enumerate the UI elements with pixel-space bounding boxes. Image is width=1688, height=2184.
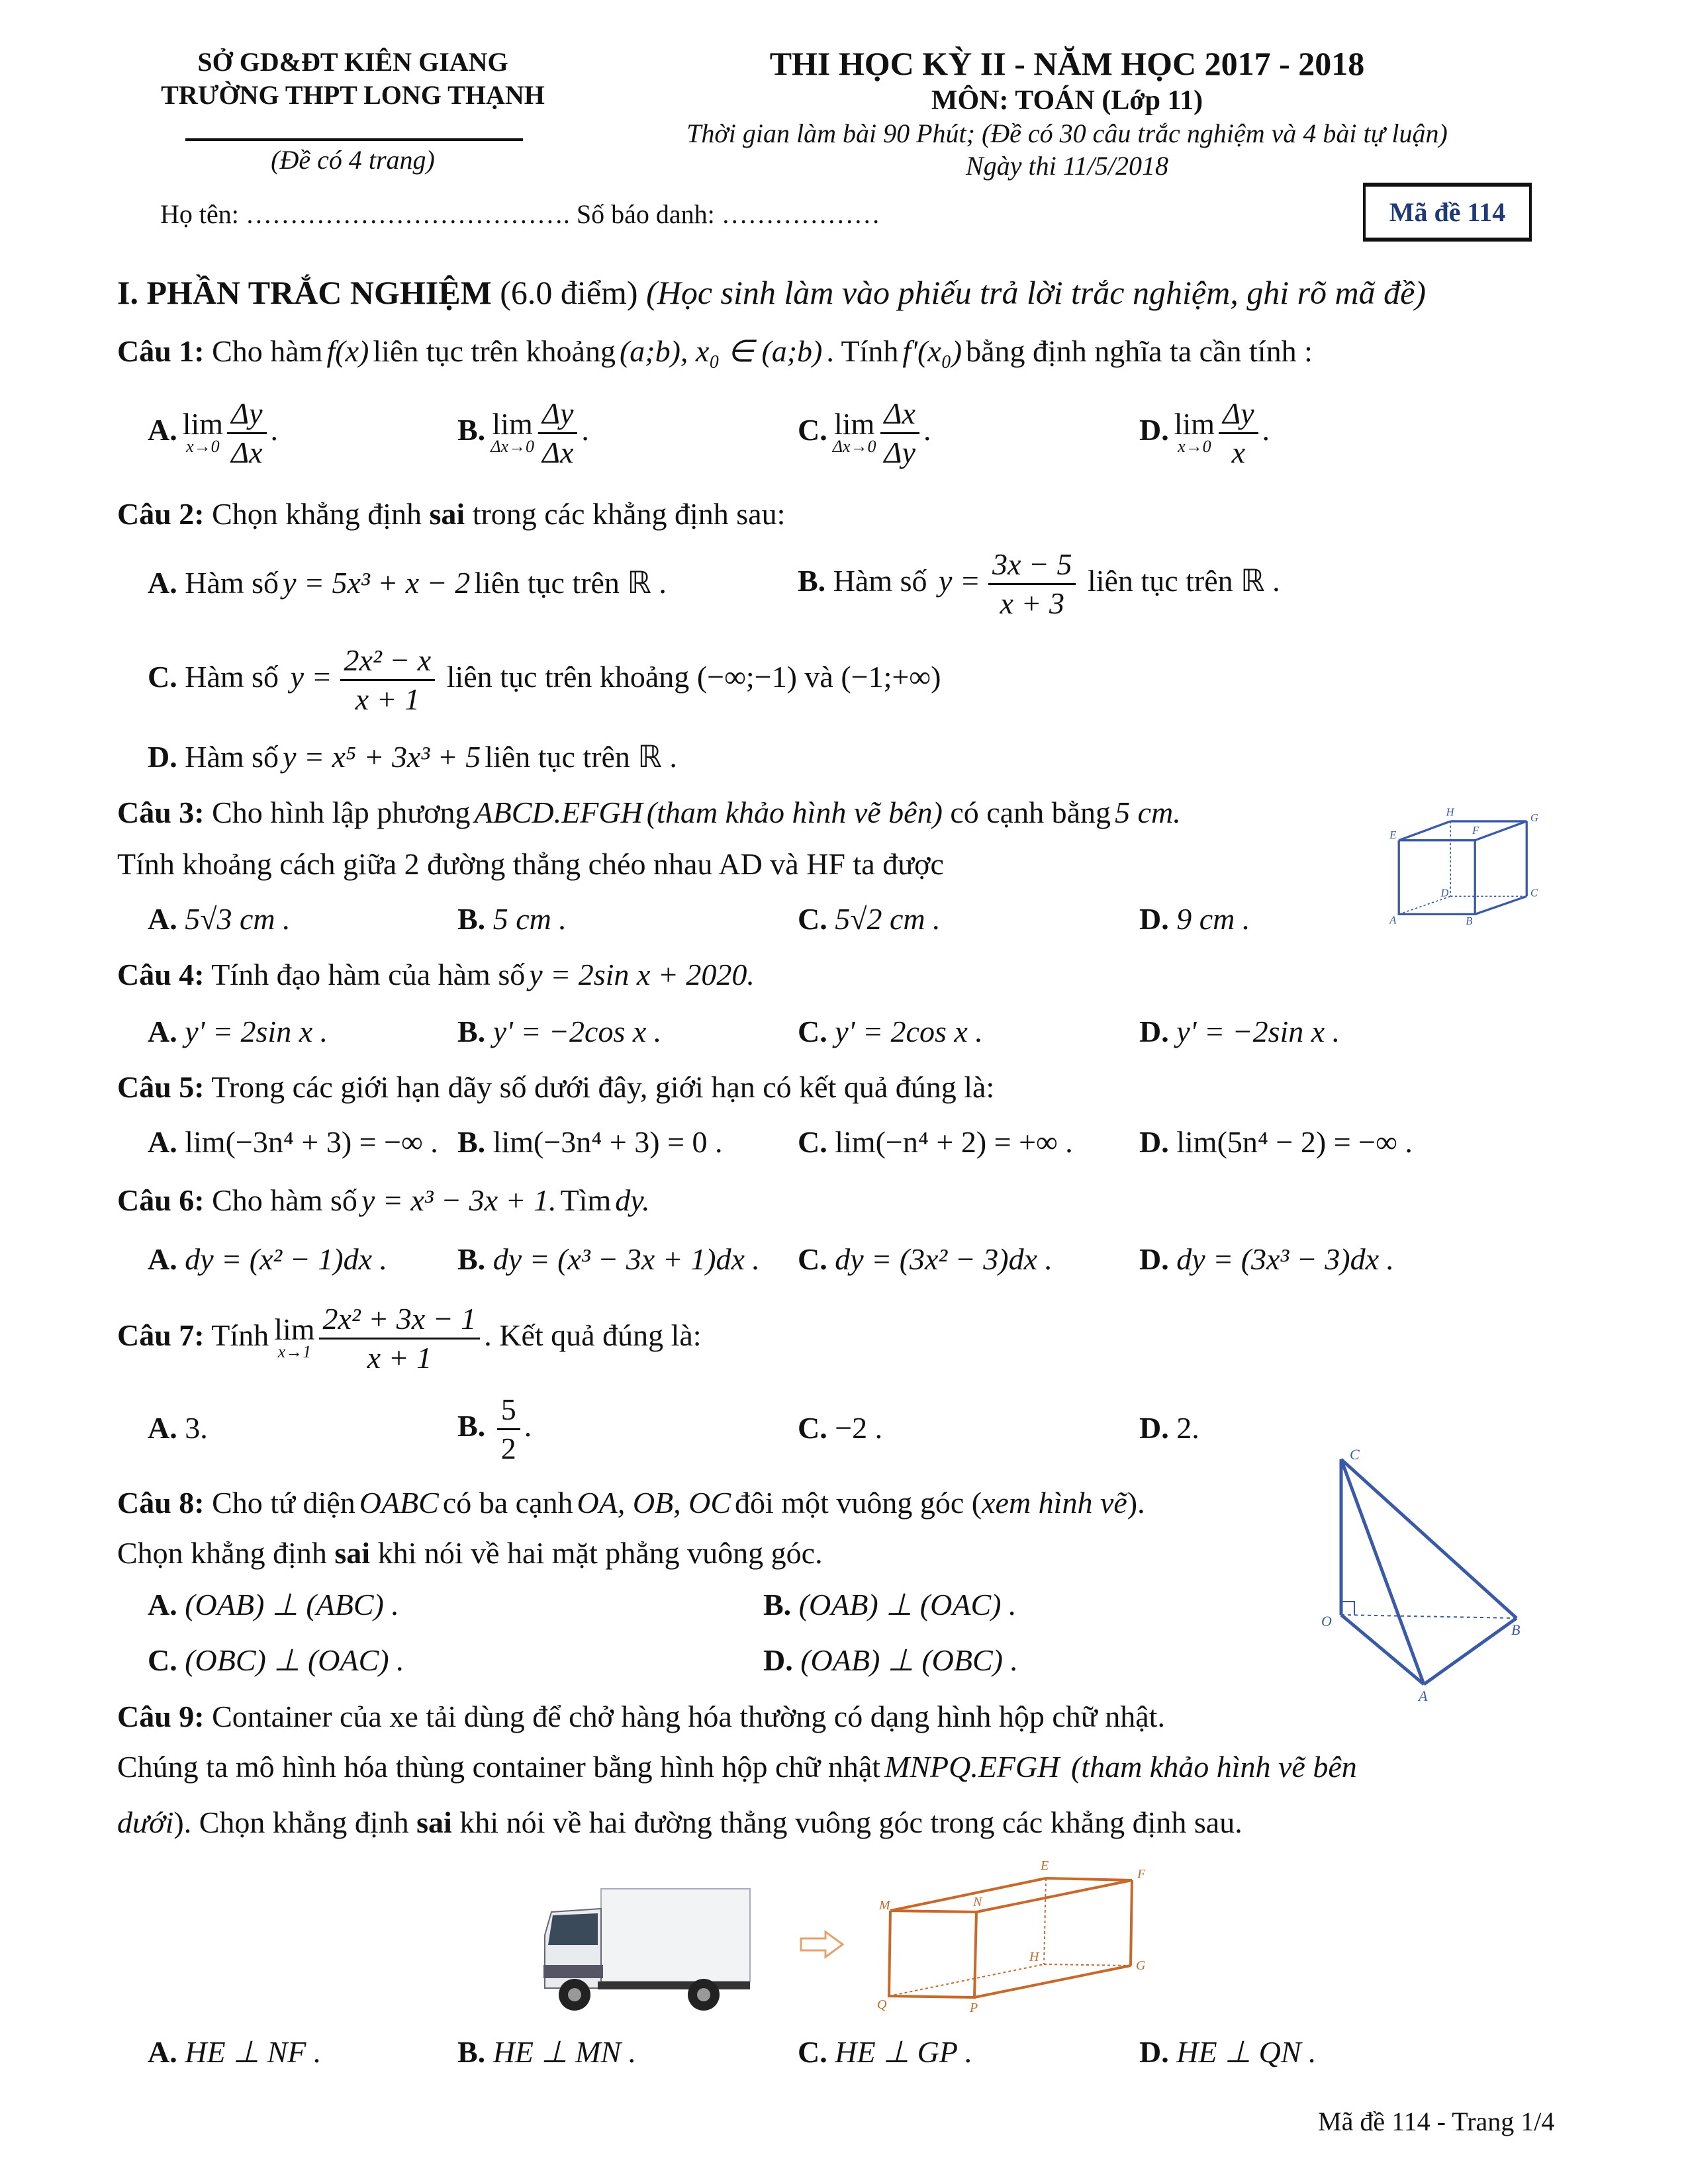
svg-text:E: E xyxy=(1041,1858,1049,1873)
question-6: Câu 6: Cho hàm số y = x³ − 3x + 1. Tìm dy. xyxy=(117,1183,650,1217)
svg-text:F: F xyxy=(1137,1867,1146,1882)
option-6d[interactable]: D. dy = (3x³ − 3)dx . xyxy=(1139,1242,1394,1276)
svg-text:D: D xyxy=(1440,886,1449,899)
option-4c[interactable]: C. y' = 2cos x . xyxy=(798,1015,983,1048)
question-8-line2: Chọn khẳng định sai khi nói về hai mặt phẳng vuông góc. xyxy=(117,1536,823,1570)
option-3c[interactable]: C. 5√2 cm . xyxy=(798,902,941,936)
option-5b[interactable]: B. lim(−3n⁴ + 3) = 0 . xyxy=(457,1125,723,1159)
option-4d[interactable]: D. y' = −2sin x . xyxy=(1139,1015,1340,1048)
option-6a[interactable]: A. dy = (x² − 1)dx . xyxy=(148,1242,387,1276)
question-9: Câu 9: Container của xe tải dùng để chở hàng hóa thường có dạng hình hộp chữ nhật. xyxy=(117,1700,1165,1733)
option-9c[interactable]: C. HE ⊥ GP . xyxy=(798,2035,973,2069)
name-label: Họ tên: ………………………………. xyxy=(160,199,570,229)
svg-text:G: G xyxy=(1136,1958,1146,1973)
container-box-figure xyxy=(861,1846,1178,2025)
option-1b[interactable]: B. lim Δx→0 $\frac{\Delta y}{\Delta x}$ . xyxy=(457,396,589,469)
svg-text:Q: Q xyxy=(877,1997,887,2012)
question-9-line2: Chúng ta mô hình hóa thùng container bằng hình hộp chữ nhật MNPQ.EFGH (tham khảo hình vẽ bên xyxy=(117,1750,1357,1784)
page-footer: Mã đề 114 - Trang 1/4 xyxy=(1318,2107,1555,2136)
pages-note: (Đề có 4 trang) xyxy=(271,145,435,175)
option-2a[interactable]: A. Hàm số y = 5x³ + x − 2 liên tục trên ℝ . xyxy=(148,566,667,600)
svg-text:A: A xyxy=(1389,913,1397,927)
sbd-label: Số báo danh: ……………… xyxy=(576,199,880,229)
question-3-line2: Tính khoảng cách giữa 2 đường thẳng chéo nhau AD và HF ta được xyxy=(117,847,944,881)
truck-image xyxy=(538,1882,753,2015)
section-title: I. PHẦN TRẮC NGHIỆM (6.0 điểm) (Học sinh làm vào phiếu trả lời trắc nghiệm, ghi rõ mã đề) xyxy=(117,274,1426,311)
option-2c[interactable]: C. Hàm số y = $\frac{\text{2x² − x}}{x + 1}$ liên tục trên khoảng (−∞;−1) và (−1;+∞) xyxy=(148,643,941,716)
header-divider xyxy=(185,138,523,141)
option-3b[interactable]: B. 5 cm . xyxy=(457,902,567,936)
option-7a[interactable]: A. 3. xyxy=(148,1411,208,1445)
svg-text:B: B xyxy=(1466,915,1473,927)
option-7c[interactable]: C. −2 . xyxy=(798,1411,883,1445)
option-1c[interactable]: C. lim Δx→0 $\frac{\Delta x}{\Delta y}$ . xyxy=(798,396,931,469)
tetrahedron-figure xyxy=(1318,1446,1536,1704)
time-note: Thời gian làm bài 90 Phút; (Đề có 30 câu trắc nghiệm và 4 bài tự luận) xyxy=(686,118,1448,148)
option-8a[interactable]: A. (OAB) ⊥ (ABC) . xyxy=(148,1588,399,1621)
school-name: TRƯỜNG THPT LONG THẠNH xyxy=(161,80,545,110)
question-4: Câu 4: Tính đạo hàm của hàm số y = 2sin x + 2020. xyxy=(117,958,755,991)
option-8b[interactable]: B. (OAB) ⊥ (OAC) . xyxy=(763,1588,1017,1621)
name-field xyxy=(160,196,880,233)
exam-title: THI HỌC KỲ II - NĂM HỌC 2017 - 2018 xyxy=(769,45,1365,82)
option-7b[interactable]: B. $\frac{5}{2}$ . xyxy=(457,1392,532,1465)
option-8c[interactable]: C. (OBC) ⊥ (OAC) . xyxy=(148,1643,404,1677)
subject: MÔN: TOÁN (Lớp 11) xyxy=(931,85,1203,116)
question-2: Câu 2: Chọn khẳng định sai trong các khẳng định sau: xyxy=(117,497,786,531)
option-3a[interactable]: A. 5√3 cm . xyxy=(148,902,291,936)
svg-text:C: C xyxy=(1350,1446,1360,1463)
svg-text:M: M xyxy=(879,1898,890,1913)
option-5a[interactable]: A. lim(−3n⁴ + 3) = −∞ . xyxy=(148,1125,438,1159)
svg-text:B: B xyxy=(1511,1621,1521,1638)
svg-text:O: O xyxy=(1321,1613,1332,1629)
option-1a[interactable]: A. lim x→0 $\frac{\Delta y}{\Delta x}$ . xyxy=(148,396,278,469)
option-9b[interactable]: B. HE ⊥ MN . xyxy=(457,2035,637,2069)
question-9-line3: dưới). Chọn khẳng định sai khi nói về hai đường thẳng vuông góc trong các khẳng định sau. xyxy=(117,1805,1243,1839)
svg-text:N: N xyxy=(973,1895,982,1909)
svg-text:H: H xyxy=(1029,1950,1039,1964)
option-1d[interactable]: D. lim x→0 $\frac{\Delta y}{x}$ . xyxy=(1139,396,1270,469)
svg-text:H: H xyxy=(1446,805,1454,819)
option-4b[interactable]: B. y' = −2cos x . xyxy=(457,1015,662,1048)
svg-text:E: E xyxy=(1389,829,1397,842)
arrow-right-icon xyxy=(799,1929,845,1960)
option-6b[interactable]: B. dy = (x³ − 3x + 1)dx . xyxy=(457,1242,760,1276)
question-7: Câu 7: Tính lim x→1 $\frac{\text{2x² + 3x − 1}}{x + 1}$ . Kết quả đúng là: xyxy=(117,1302,702,1375)
exam-code-box: Mã đề 114 xyxy=(1363,183,1532,242)
svg-text:A: A xyxy=(1419,1688,1428,1704)
option-4a[interactable]: A. y' = 2sin x . xyxy=(148,1015,328,1048)
option-2b[interactable]: B. Hàm số y = $\frac{3x - 5}{x + 3}$ liên tục trên ℝ . xyxy=(798,547,1280,620)
svg-text:P: P xyxy=(970,2001,978,2015)
option-3d[interactable]: D. 9 cm . xyxy=(1139,902,1250,936)
option-7d[interactable]: D. 2. xyxy=(1139,1411,1199,1445)
question-3: Câu 3: Cho hình lập phương ABCD.EFGH (tham khảo hình vẽ bên) có cạnh bằng 5 cm. xyxy=(117,796,1181,829)
option-5d[interactable]: D. lim(5n⁴ − 2) = −∞ . xyxy=(1139,1125,1413,1159)
svg-text:G: G xyxy=(1530,811,1538,824)
svg-text:C: C xyxy=(1530,886,1538,899)
question-8: Câu 8: Cho tứ diện OABC có ba cạnh OA, OB, OC đôi một vuông góc (xem hình vẽ). xyxy=(117,1486,1145,1520)
exam-date: Ngày thi 11/5/2018 xyxy=(966,151,1168,181)
option-6c[interactable]: C. dy = (3x² − 3)dx . xyxy=(798,1242,1053,1276)
option-9d[interactable]: D. HE ⊥ QN . xyxy=(1139,2035,1317,2069)
cube-figure xyxy=(1374,788,1566,940)
svg-text:F: F xyxy=(1472,823,1479,837)
department-name: SỞ GD&ĐT KIÊN GIANG xyxy=(197,47,508,77)
question-1: Câu 1: Cho hàm f(x) liên tục trên khoảng (a;b), x₀ ∈ (a;b) . Tính f'(x₀) bằng định nghĩa ta cần tính : xyxy=(117,334,1313,368)
question-5: Câu 5: Trong các giới hạn dãy số dưới đây, giới hạn có kết quả đúng là: xyxy=(117,1070,995,1104)
option-8d[interactable]: D. (OAB) ⊥ (OBC) . xyxy=(763,1643,1018,1677)
option-5c[interactable]: C. lim(−n⁴ + 2) = +∞ . xyxy=(798,1125,1073,1159)
option-9a[interactable]: A. HE ⊥ NF . xyxy=(148,2035,322,2069)
option-2d[interactable]: D. Hàm số y = x⁵ + 3x³ + 5 liên tục trên ℝ . xyxy=(148,740,677,774)
